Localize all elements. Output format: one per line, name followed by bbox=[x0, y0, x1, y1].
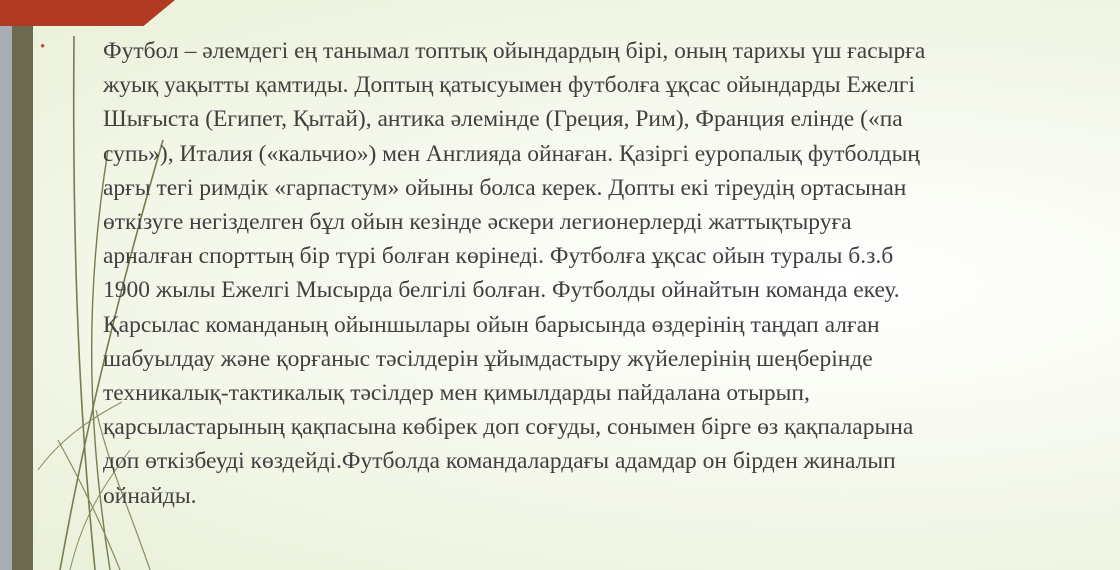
paragraph-line: арғы тегі римдік «гарпастум» ойыны болса керек. Допты екі тіреудің ортасынан bbox=[103, 174, 907, 201]
bullet-icon: • bbox=[40, 39, 46, 55]
paragraph-line: техникалық-тактикалық тәсілдер мен қимылдарды пайдалана отырып, bbox=[103, 380, 810, 407]
paragraph-line: Футбол – әлемдегі ең танымал топтық ойындардың бірі, оның тарихы үш ғасырға bbox=[103, 38, 926, 64]
paragraph-line: Шығыста (Египет, Қытай), антика әлемінде (Греция, Рим), Франция елінде («па bbox=[103, 106, 903, 133]
paragraph-line: доп өткізбеуді көздейді.Футболда командалардағы адамдар он бірден жиналып bbox=[103, 448, 896, 475]
paragraph-line: қарсыластарының қақпасына көбірек доп соғуды, сонымен бірге өз қақпаларына bbox=[103, 414, 914, 441]
body-paragraph bbox=[103, 34, 1103, 513]
paragraph-line: өткізуге негізделген бұл ойын кезінде әскери легионерлерді жаттықтыруға bbox=[103, 209, 852, 236]
paragraph-line: арналған спорттың бір түрі болған көрінеді. Футболға ұқсас ойын туралы б.з.б bbox=[103, 243, 894, 270]
paragraph-line: 1900 жылы Ежелгі Мысырда белгілі болған. Футболды ойнайтын команда екеу. bbox=[103, 277, 900, 304]
paragraph-line: ойнайды. bbox=[103, 482, 197, 509]
paragraph-line: супь»), Италия («кальчио») мен Англияда ойнаған. Қазіргі еуропалық футболдың bbox=[103, 140, 920, 167]
paragraph-line: шабуылдау және қорғаныс тәсілдерін ұйымдастыру жүйелерінің шеңберінде bbox=[103, 345, 873, 372]
paragraph-line: жуық уақытты қамтиды. Доптың қатысуымен футболға ұқсас ойындарды Ежелгі bbox=[103, 72, 916, 99]
paragraph-line: Қарсылас команданың ойыншылары ойын барысында өздерінің таңдап алған bbox=[103, 311, 880, 338]
